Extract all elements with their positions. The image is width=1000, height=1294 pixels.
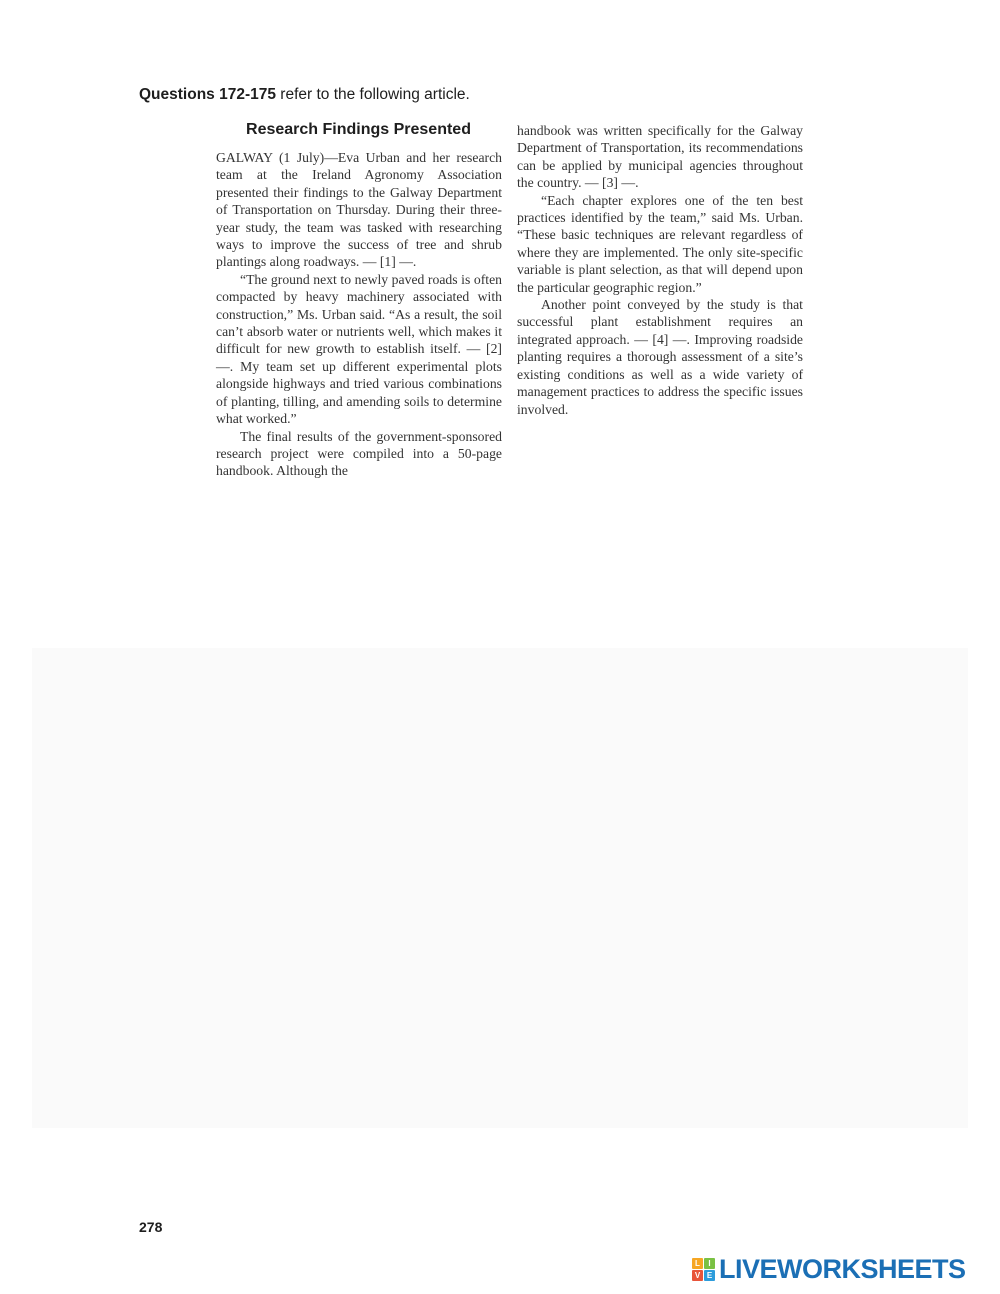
page-number: 278: [139, 1219, 163, 1235]
article-paragraph: “The ground next to newly paved roads is often compacted by heavy machinery associated with construction,” Ms. Urban said. “As a result, the soil can’t absorb water or nutrients well, which makes it difficult for new growth to establish itself. — [2] —. My team set up different experimental plots alongside highways and tried various combinations of planting, tilling, and amending soils to determine what worked.”: [216, 271, 502, 427]
article-paragraph: handbook was written specifically for the Galway Department of Transportation, its recommendations can be applied by municipal agencies throughout the country. — [3] —.: [517, 123, 803, 191]
liveworksheets-logo-icon: [692, 1258, 715, 1281]
question-instruction: [139, 86, 470, 104]
logo-text: LIVEWORKSHEETS: [719, 1253, 966, 1284]
logo-tile: I: [704, 1258, 715, 1269]
article-left-column: [216, 149, 502, 480]
logo-tile: L: [692, 1258, 703, 1269]
liveworksheets-logo: [692, 1254, 966, 1284]
logo-tile: V: [692, 1270, 703, 1281]
article-paragraph: The final results of the government-sponsored research project were compiled into a 50-page handbook. Although the: [216, 428, 502, 479]
logo-tile: E: [704, 1270, 715, 1281]
article-right-column: [517, 122, 803, 418]
article-paragraph: Another point conveyed by the study is that successful plant establishment requires an integrated approach. — [4] —. Improving roadside planting requires a thorough assessment of a site’s existing conditions as well as a wide variety of management practices to address the specific issues involved.: [517, 297, 803, 417]
article-title: Research Findings Presented: [246, 121, 471, 138]
question-range: Questions 172-175: [139, 86, 276, 103]
article-paragraph: “Each chapter explores one of the ten best practices identified by the team,” said Ms. Urban. “These basic techniques are relevant regardless of where they are implemented. The only site-specific variable is plant selection, as that will depend upon the particular geographic region.”: [517, 192, 803, 295]
article-paragraph: GALWAY (1 July)—Eva Urban and her research team at the Ireland Agronomy Association presented their findings to the Galway Department of Transportation on Thursday. During their three-year study, the team was tasked with researching ways to improve the success of tree and shrub plantings along roadways. — [1] —.: [216, 150, 502, 270]
answer-area: [32, 648, 968, 1128]
instruction-text: refer to the following article.: [275, 86, 470, 103]
